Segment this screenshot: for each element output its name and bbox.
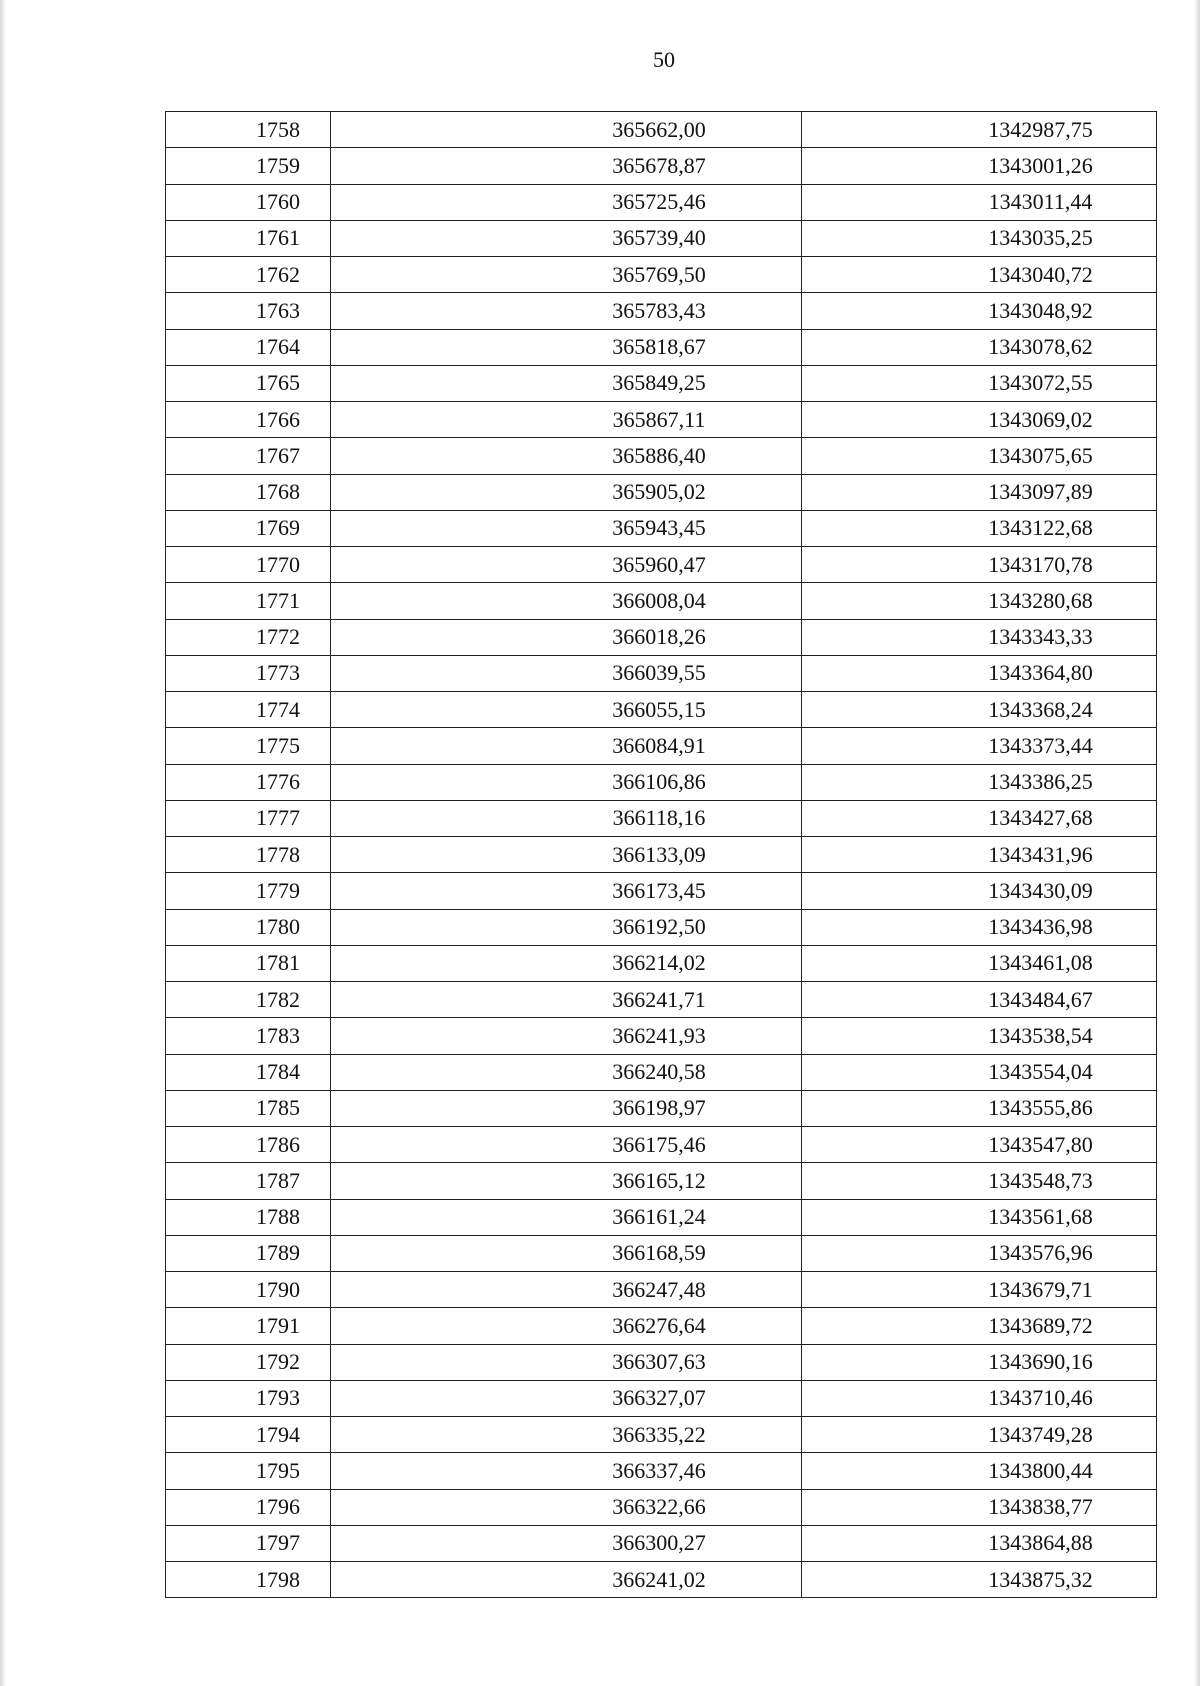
y-coordinate-cell: 1343431,96 xyxy=(802,837,1157,873)
x-coordinate-cell: 366335,22 xyxy=(331,1417,802,1453)
x-coordinate-cell: 365905,02 xyxy=(331,474,802,510)
x-coordinate-cell: 366084,91 xyxy=(331,728,802,764)
y-coordinate-cell: 1343368,24 xyxy=(802,692,1157,728)
point-number-cell: 1762 xyxy=(166,257,331,293)
y-coordinate-cell: 1343075,65 xyxy=(802,438,1157,474)
y-coordinate-cell: 1343561,68 xyxy=(802,1199,1157,1235)
table-row xyxy=(166,764,1157,800)
table-row xyxy=(166,1199,1157,1235)
y-coordinate-cell: 1343386,25 xyxy=(802,764,1157,800)
x-coordinate-cell: 366276,64 xyxy=(331,1308,802,1344)
table-row xyxy=(166,1272,1157,1308)
x-coordinate-cell: 366161,24 xyxy=(331,1199,802,1235)
x-coordinate-cell: 366133,09 xyxy=(331,837,802,873)
point-number-cell: 1775 xyxy=(166,728,331,764)
table-row xyxy=(166,728,1157,764)
coordinates-table xyxy=(165,111,1157,1598)
table-row xyxy=(166,692,1157,728)
y-coordinate-cell: 1343749,28 xyxy=(802,1417,1157,1453)
table-row xyxy=(166,1525,1157,1561)
y-coordinate-cell: 1343461,08 xyxy=(802,945,1157,981)
y-coordinate-cell: 1343548,73 xyxy=(802,1163,1157,1199)
point-number-cell: 1798 xyxy=(166,1562,331,1598)
point-number-cell: 1797 xyxy=(166,1525,331,1561)
y-coordinate-cell: 1343430,09 xyxy=(802,873,1157,909)
table-row xyxy=(166,148,1157,184)
table-row xyxy=(166,873,1157,909)
x-coordinate-cell: 365678,87 xyxy=(331,148,802,184)
point-number-cell: 1778 xyxy=(166,837,331,873)
table-row xyxy=(166,474,1157,510)
table-row xyxy=(166,184,1157,220)
table-row xyxy=(166,945,1157,981)
coordinates-table-body xyxy=(166,112,1157,1598)
x-coordinate-cell: 365769,50 xyxy=(331,257,802,293)
table-row xyxy=(166,1163,1157,1199)
y-coordinate-cell: 1343679,71 xyxy=(802,1272,1157,1308)
table-row xyxy=(166,1453,1157,1489)
x-coordinate-cell: 366192,50 xyxy=(331,909,802,945)
table-row xyxy=(166,1489,1157,1525)
point-number-cell: 1771 xyxy=(166,583,331,619)
x-coordinate-cell: 366018,26 xyxy=(331,619,802,655)
x-coordinate-cell: 366240,58 xyxy=(331,1054,802,1090)
point-number-cell: 1788 xyxy=(166,1199,331,1235)
x-coordinate-cell: 366241,02 xyxy=(331,1562,802,1598)
y-coordinate-cell: 1343864,88 xyxy=(802,1525,1157,1561)
point-number-cell: 1790 xyxy=(166,1272,331,1308)
x-coordinate-cell: 366327,07 xyxy=(331,1380,802,1416)
x-coordinate-cell: 365783,43 xyxy=(331,293,802,329)
point-number-cell: 1770 xyxy=(166,547,331,583)
point-number-cell: 1774 xyxy=(166,692,331,728)
table-row xyxy=(166,619,1157,655)
x-coordinate-cell: 366247,48 xyxy=(331,1272,802,1308)
point-number-cell: 1794 xyxy=(166,1417,331,1453)
table-row xyxy=(166,220,1157,256)
table-row xyxy=(166,112,1157,148)
x-coordinate-cell: 366198,97 xyxy=(331,1090,802,1126)
table-row xyxy=(166,1018,1157,1054)
table-row xyxy=(166,1127,1157,1163)
y-coordinate-cell: 1343097,89 xyxy=(802,474,1157,510)
point-number-cell: 1780 xyxy=(166,909,331,945)
x-coordinate-cell: 365739,40 xyxy=(331,220,802,256)
x-coordinate-cell: 366106,86 xyxy=(331,764,802,800)
x-coordinate-cell: 366168,59 xyxy=(331,1235,802,1271)
point-number-cell: 1791 xyxy=(166,1308,331,1344)
x-coordinate-cell: 366173,45 xyxy=(331,873,802,909)
table-row xyxy=(166,257,1157,293)
table-row xyxy=(166,365,1157,401)
x-coordinate-cell: 366165,12 xyxy=(331,1163,802,1199)
point-number-cell: 1779 xyxy=(166,873,331,909)
x-coordinate-cell: 366039,55 xyxy=(331,655,802,691)
table-row xyxy=(166,510,1157,546)
table-row xyxy=(166,1380,1157,1416)
table-row xyxy=(166,1344,1157,1380)
scan-edge-right xyxy=(1194,0,1200,1686)
point-number-cell: 1759 xyxy=(166,148,331,184)
point-number-cell: 1777 xyxy=(166,800,331,836)
y-coordinate-cell: 1343555,86 xyxy=(802,1090,1157,1126)
point-number-cell: 1792 xyxy=(166,1344,331,1380)
point-number-cell: 1773 xyxy=(166,655,331,691)
table-row xyxy=(166,909,1157,945)
point-number-cell: 1783 xyxy=(166,1018,331,1054)
y-coordinate-cell: 1343838,77 xyxy=(802,1489,1157,1525)
y-coordinate-cell: 1343048,92 xyxy=(802,293,1157,329)
point-number-cell: 1781 xyxy=(166,945,331,981)
y-coordinate-cell: 1343484,67 xyxy=(802,982,1157,1018)
y-coordinate-cell: 1343364,80 xyxy=(802,655,1157,691)
y-coordinate-cell: 1343072,55 xyxy=(802,365,1157,401)
point-number-cell: 1769 xyxy=(166,510,331,546)
y-coordinate-cell: 1343001,26 xyxy=(802,148,1157,184)
point-number-cell: 1764 xyxy=(166,329,331,365)
table-row xyxy=(166,293,1157,329)
point-number-cell: 1787 xyxy=(166,1163,331,1199)
table-row xyxy=(166,547,1157,583)
y-coordinate-cell: 1343538,54 xyxy=(802,1018,1157,1054)
y-coordinate-cell: 1343427,68 xyxy=(802,800,1157,836)
y-coordinate-cell: 1343373,44 xyxy=(802,728,1157,764)
x-coordinate-cell: 365943,45 xyxy=(331,510,802,546)
y-coordinate-cell: 1343069,02 xyxy=(802,402,1157,438)
point-number-cell: 1758 xyxy=(166,112,331,148)
table-row xyxy=(166,655,1157,691)
y-coordinate-cell: 1343554,04 xyxy=(802,1054,1157,1090)
table-row xyxy=(166,329,1157,365)
y-coordinate-cell: 1343078,62 xyxy=(802,329,1157,365)
x-coordinate-cell: 365886,40 xyxy=(331,438,802,474)
point-number-cell: 1782 xyxy=(166,982,331,1018)
table-row xyxy=(166,402,1157,438)
y-coordinate-cell: 1343035,25 xyxy=(802,220,1157,256)
point-number-cell: 1784 xyxy=(166,1054,331,1090)
y-coordinate-cell: 1343040,72 xyxy=(802,257,1157,293)
point-number-cell: 1760 xyxy=(166,184,331,220)
y-coordinate-cell: 1343800,44 xyxy=(802,1453,1157,1489)
y-coordinate-cell: 1343547,80 xyxy=(802,1127,1157,1163)
x-coordinate-cell: 366055,15 xyxy=(331,692,802,728)
x-coordinate-cell: 366008,04 xyxy=(331,583,802,619)
y-coordinate-cell: 1343122,68 xyxy=(802,510,1157,546)
y-coordinate-cell: 1343576,96 xyxy=(802,1235,1157,1271)
x-coordinate-cell: 366118,16 xyxy=(331,800,802,836)
table-row xyxy=(166,1090,1157,1126)
scan-edge-left xyxy=(0,0,6,1686)
x-coordinate-cell: 365867,11 xyxy=(331,402,802,438)
table-row xyxy=(166,1417,1157,1453)
point-number-cell: 1767 xyxy=(166,438,331,474)
y-coordinate-cell: 1343689,72 xyxy=(802,1308,1157,1344)
point-number-cell: 1786 xyxy=(166,1127,331,1163)
y-coordinate-cell: 1343875,32 xyxy=(802,1562,1157,1598)
y-coordinate-cell: 1343436,98 xyxy=(802,909,1157,945)
table-row xyxy=(166,982,1157,1018)
point-number-cell: 1763 xyxy=(166,293,331,329)
table-row xyxy=(166,800,1157,836)
point-number-cell: 1785 xyxy=(166,1090,331,1126)
point-number-cell: 1772 xyxy=(166,619,331,655)
x-coordinate-cell: 366307,63 xyxy=(331,1344,802,1380)
y-coordinate-cell: 1343011,44 xyxy=(802,184,1157,220)
x-coordinate-cell: 365960,47 xyxy=(331,547,802,583)
point-number-cell: 1768 xyxy=(166,474,331,510)
x-coordinate-cell: 366214,02 xyxy=(331,945,802,981)
y-coordinate-cell: 1343343,33 xyxy=(802,619,1157,655)
y-coordinate-cell: 1343280,68 xyxy=(802,583,1157,619)
table-row xyxy=(166,1235,1157,1271)
point-number-cell: 1766 xyxy=(166,402,331,438)
page-number: 50 xyxy=(653,47,675,72)
x-coordinate-cell: 365725,46 xyxy=(331,184,802,220)
y-coordinate-cell: 1343690,16 xyxy=(802,1344,1157,1380)
y-coordinate-cell: 1343170,78 xyxy=(802,547,1157,583)
y-coordinate-cell: 1342987,75 xyxy=(802,112,1157,148)
x-coordinate-cell: 366300,27 xyxy=(331,1525,802,1561)
x-coordinate-cell: 366241,93 xyxy=(331,1018,802,1054)
x-coordinate-cell: 366337,46 xyxy=(331,1453,802,1489)
point-number-cell: 1795 xyxy=(166,1453,331,1489)
point-number-cell: 1765 xyxy=(166,365,331,401)
x-coordinate-cell: 365849,25 xyxy=(331,365,802,401)
table-row xyxy=(166,438,1157,474)
x-coordinate-cell: 365818,67 xyxy=(331,329,802,365)
table-row xyxy=(166,1562,1157,1598)
x-coordinate-cell: 365662,00 xyxy=(331,112,802,148)
point-number-cell: 1789 xyxy=(166,1235,331,1271)
x-coordinate-cell: 366322,66 xyxy=(331,1489,802,1525)
point-number-cell: 1796 xyxy=(166,1489,331,1525)
table-row xyxy=(166,583,1157,619)
table-row xyxy=(166,1308,1157,1344)
x-coordinate-cell: 366241,71 xyxy=(331,982,802,1018)
y-coordinate-cell: 1343710,46 xyxy=(802,1380,1157,1416)
table-row xyxy=(166,1054,1157,1090)
point-number-cell: 1776 xyxy=(166,764,331,800)
point-number-cell: 1761 xyxy=(166,220,331,256)
x-coordinate-cell: 366175,46 xyxy=(331,1127,802,1163)
point-number-cell: 1793 xyxy=(166,1380,331,1416)
table-row xyxy=(166,837,1157,873)
